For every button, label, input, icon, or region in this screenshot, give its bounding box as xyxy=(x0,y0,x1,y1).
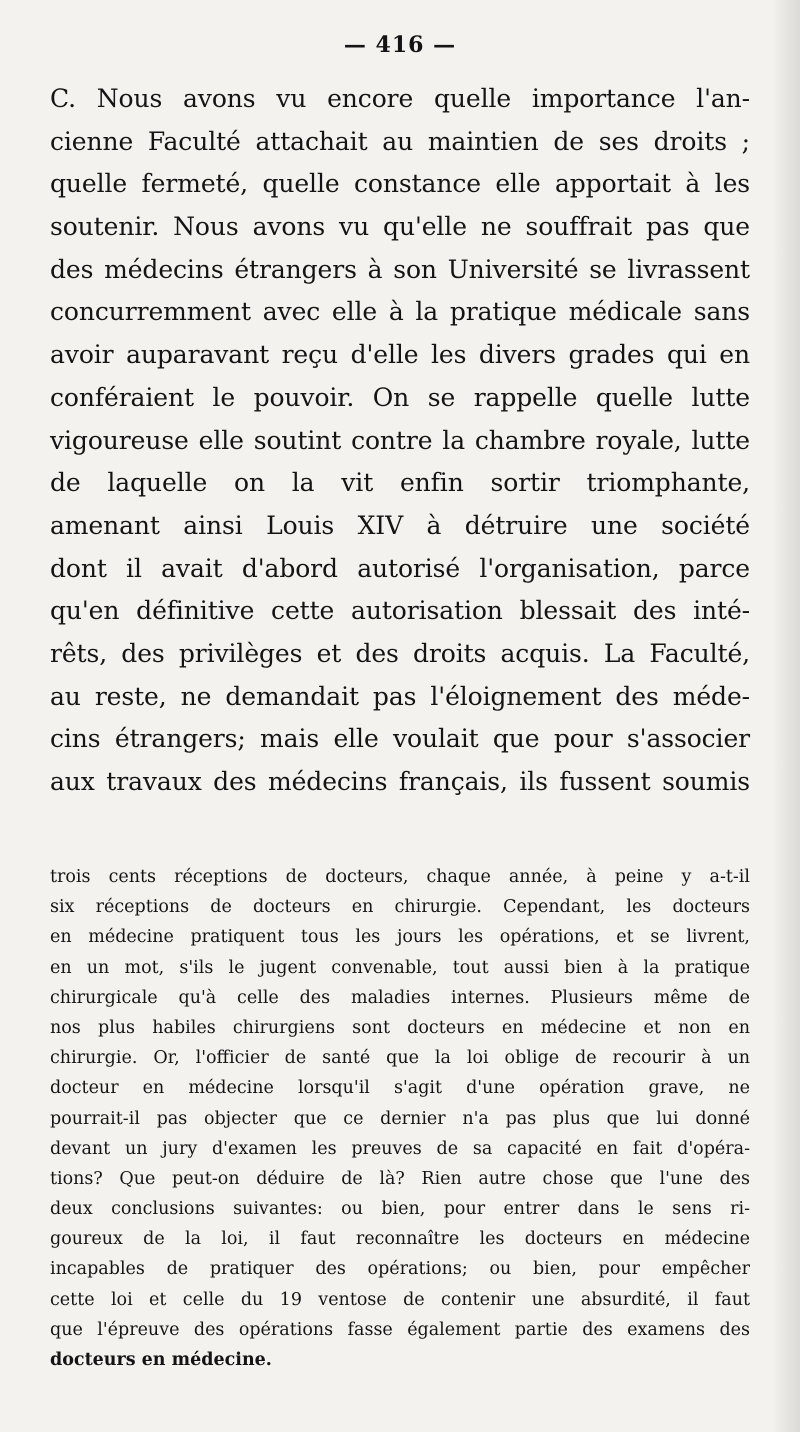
page-number: — 416 — xyxy=(343,32,457,58)
main-line: cienne Faculté attachait au maintien de ses droits ; xyxy=(50,126,750,156)
note-line: trois cents réceptions de docteurs, chaque année, à peine y a-t-il xyxy=(50,867,750,887)
main-line: rêts, des privilèges et des droits acquis. La Faculté, xyxy=(50,638,750,668)
note-line: chirurgie. Or, l'officier de santé que la loi oblige de recourir à un xyxy=(50,1048,750,1069)
main-body-text xyxy=(50,78,750,804)
main-line: C. Nous avons vu encore quelle importance l'an- xyxy=(50,84,750,113)
main-line: cins étrangers; mais elle voulait que pour s'associer xyxy=(50,724,750,754)
note-line: docteurs en médecine. xyxy=(50,1350,272,1370)
main-line: avoir auparavant reçu d'elle les divers grades qui en xyxy=(50,340,750,370)
note-line: en médecine pratiquent tous les jours les opérations, et se livrent, xyxy=(50,927,750,948)
note-line: en un mot, s'ils le jugent convenable, tout aussi bien à la pratique xyxy=(50,957,750,978)
page-edge-shadow xyxy=(772,0,800,1432)
main-line: amenant ainsi Louis XIV à détruire une société xyxy=(50,510,750,540)
main-line: au reste, ne demandait pas l'éloignement des méde- xyxy=(50,681,750,711)
main-line: conféraient le pouvoir. On se rappelle quelle lutte xyxy=(50,382,750,412)
main-line: aux travaux des médecins français, ils fussent soumis xyxy=(50,767,750,796)
note-line: goureux de la loi, il faut reconnaître les docteurs en médecine xyxy=(50,1229,750,1250)
note-line: devant un jury d'examen les preuves de sa capacité en fait d'opéra- xyxy=(50,1138,750,1159)
main-line: des médecins étrangers à son Université se livrassent xyxy=(50,254,750,284)
note-line: six réceptions de docteurs en chirurgie. Cependant, les docteurs xyxy=(50,897,750,918)
note-line: pourrait-il pas objecter que ce dernier n'a pas plus que lui donné xyxy=(50,1108,750,1129)
main-line: qu'en définitive cette autorisation blessait des inté- xyxy=(50,596,750,626)
main-line: concurremment avec elle à la pratique médicale sans xyxy=(50,297,750,327)
footnote-text xyxy=(50,862,750,1375)
note-line: docteur en médecine lorsqu'il s'agit d'une opération grave, ne xyxy=(50,1078,750,1099)
note-line: nos plus habiles chirurgiens sont docteurs en médecine et non en xyxy=(50,1017,750,1038)
main-line: de laquelle on la vit enfin sortir triomphante, xyxy=(50,468,750,498)
note-line: deux conclusions suivantes: ou bien, pour entrer dans le sens ri- xyxy=(50,1199,750,1220)
note-line: chirurgicale qu'à celle des maladies internes. Plusieurs même de xyxy=(50,987,750,1008)
main-line: soutenir. Nous avons vu qu'elle ne souffrait pas que xyxy=(50,212,750,242)
main-line: dont il avait d'abord autorisé l'organisation, parce xyxy=(50,553,750,583)
note-line: cette loi et celle du 19 ventose de contenir une absurdité, il faut xyxy=(50,1289,750,1310)
note-line: tions? Que peut-on déduire de là? Rien autre chose que l'une des xyxy=(50,1168,750,1189)
main-line: vigoureuse elle soutint contre la chambre royale, lutte xyxy=(50,425,750,455)
note-line: que l'épreuve des opérations fasse également partie des examens des xyxy=(50,1319,750,1340)
main-line: quelle fermeté, quelle constance elle apportait à les xyxy=(50,169,750,199)
note-line: incapables de pratiquer des opérations; ou bien, pour empêcher xyxy=(50,1259,750,1280)
